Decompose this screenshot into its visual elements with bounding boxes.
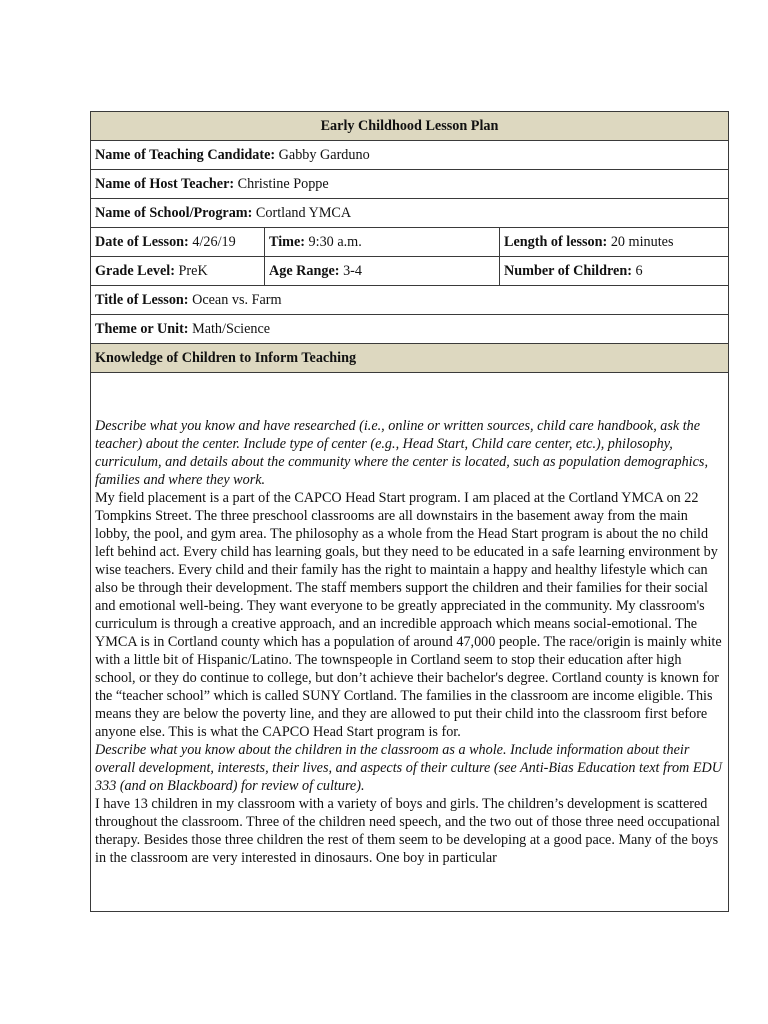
teaching-candidate-row bbox=[91, 141, 729, 170]
date-of-lesson-value: 4/26/19 bbox=[192, 234, 236, 250]
knowledge-section-heading: Knowledge of Children to Inform Teaching bbox=[91, 344, 729, 373]
grade-level-cell bbox=[91, 257, 265, 286]
theme-unit-value: Math/Science bbox=[192, 321, 271, 337]
school-program-label: Name of School/Program: bbox=[95, 205, 253, 221]
host-teacher-label: Name of Host Teacher: bbox=[95, 176, 235, 192]
number-of-children-label: Number of Children: bbox=[504, 263, 632, 279]
center-prompt: Describe what you know and have researched (i.e., online or written sources, child care handbook, ask the teacher) about the center. Include type of center (e.g., Head Start, Child care center, etc.), philosophy, curriculum, and details about the community where the center is located, such as population demographics, families and where they work. bbox=[95, 418, 708, 488]
grade-level-value: PreK bbox=[178, 263, 208, 279]
lesson-title-label: Title of Lesson: bbox=[95, 292, 189, 308]
teaching-candidate-value: Gabby Garduno bbox=[278, 147, 370, 163]
children-response: I have 13 children in my classroom with a variety of boys and girls. The children’s development is scattered throughout the classroom. Three of the children need speech, and the two out of those three need occupational therapy. Besides those three children the rest of them seem to be developing at a good pace. Many of the boys in the classroom are very interested in dinosaurs. One boy in particular bbox=[95, 796, 720, 866]
school-program-value: Cortland YMCA bbox=[255, 205, 352, 221]
lesson-plan-table bbox=[90, 111, 729, 912]
children-prompt: Describe what you know about the children in the classroom as a whole. Include information about their overall development, interests, their lives, and aspects of their culture (see Anti-Bias Education text from EDU 333 (and on Blackboard) for review of culture). bbox=[95, 742, 723, 794]
host-teacher-value: Christine Poppe bbox=[237, 176, 329, 192]
number-of-children-value: 6 bbox=[635, 263, 643, 279]
age-range-value: 3-4 bbox=[343, 263, 362, 279]
length-of-lesson-label: Length of lesson: bbox=[504, 234, 608, 250]
host-teacher-row bbox=[91, 170, 729, 199]
date-of-lesson-label: Date of Lesson: bbox=[95, 234, 189, 250]
age-range-label: Age Range: bbox=[269, 263, 340, 279]
date-of-lesson-cell bbox=[91, 228, 265, 257]
theme-unit-label: Theme or Unit: bbox=[95, 321, 189, 337]
theme-unit-row bbox=[91, 315, 729, 344]
time-label: Time: bbox=[269, 234, 305, 250]
number-of-children-cell bbox=[500, 257, 729, 286]
lesson-plan-title: Early Childhood Lesson Plan bbox=[91, 112, 729, 141]
length-of-lesson-cell bbox=[500, 228, 729, 257]
knowledge-section-body bbox=[91, 373, 729, 912]
length-of-lesson-value: 20 minutes bbox=[610, 234, 674, 250]
time-cell bbox=[265, 228, 500, 257]
lesson-title-value: Ocean vs. Farm bbox=[192, 292, 282, 308]
time-value: 9:30 a.m. bbox=[308, 234, 362, 250]
lesson-title-row bbox=[91, 286, 729, 315]
grade-level-label: Grade Level: bbox=[95, 263, 175, 279]
age-range-cell bbox=[265, 257, 500, 286]
teaching-candidate-label: Name of Teaching Candidate: bbox=[95, 147, 276, 163]
school-program-row bbox=[91, 199, 729, 228]
center-response: My field placement is a part of the CAPCO Head Start program. I am placed at the Cortland YMCA on 22 Tompkins Street. The three preschool classrooms are all downstairs in the basement away from the main lobby, the pool, and gym area. The philosophy as a whole from the Head Start program is about the no child left behind act. Every child has learning goals, but they need to be educated in a safe learning environment by wise teachers. Every child and their family has the right to maintain a happy and healthy lifestyle which can also be through their development. The staff members support the children and their families for their social and emotional well-being. They want everyone to be greatly appreciated in the community. My classroom's curriculum is through a creative approach, and an incredible approach which means social-emotional. The YMCA is in Cortland county which has a population of around 47,000 people. The race/origin is mainly white with a little bit of Hispanic/Latino. The townspeople in Cortland seem to stop their education after high school, or they do continue to college, but don’t achieve their bachelor's degree. Cortland county is known for the “teacher school” which is called SUNY Cortland. The families in the classroom are income eligible. This means they are below the poverty line, and they are allowed to put their child into the classroom first before anyone else. This is what the CAPCO Head Start program is for. bbox=[95, 490, 722, 740]
